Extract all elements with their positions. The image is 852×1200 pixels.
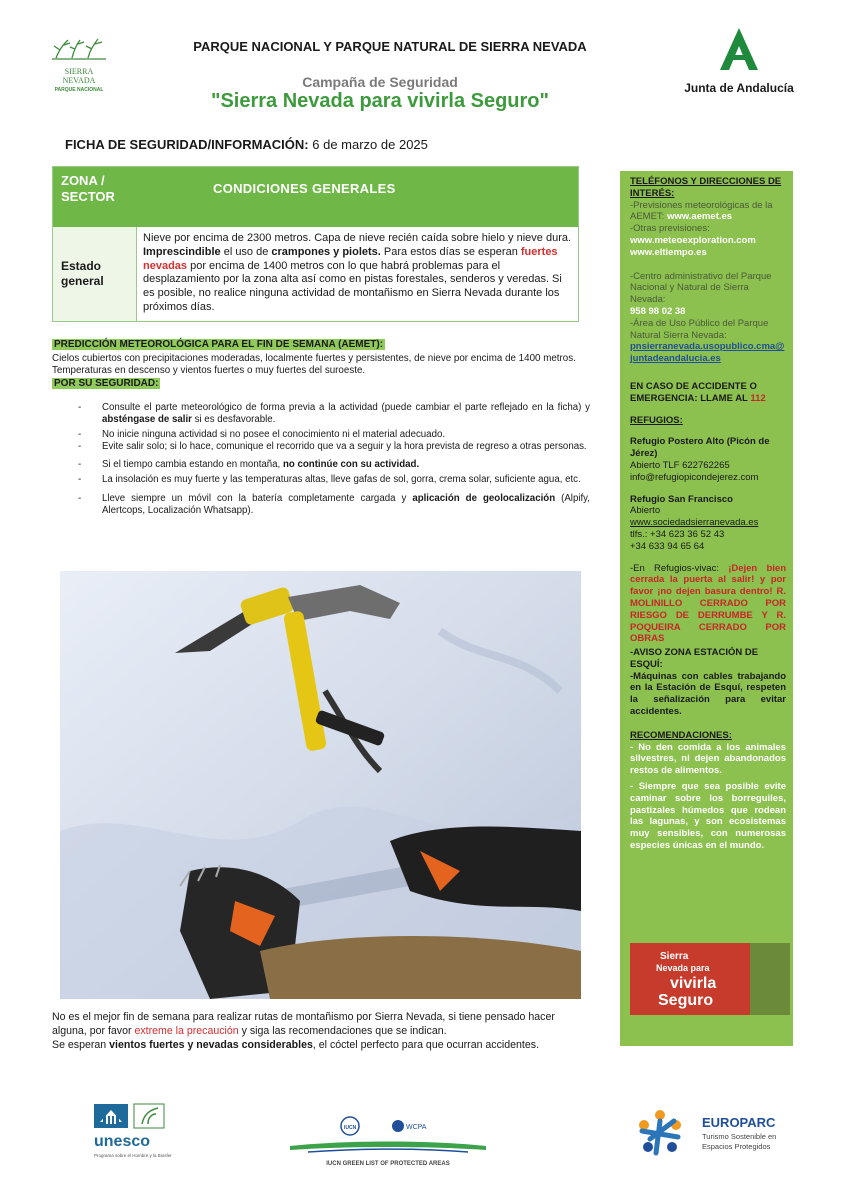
spacer bbox=[630, 365, 786, 381]
park-title: PARQUE NACIONAL Y PARQUE NATURAL DE SIERRA NEVADA bbox=[193, 39, 587, 54]
zona-line-2: SECTOR bbox=[61, 189, 115, 204]
ref1-status: Abierto TLF 622762265 bbox=[630, 459, 730, 471]
ice-axe-photo bbox=[60, 571, 581, 999]
prediction-text: Cielos cubiertos con precipitaciones moderadas, localmente fuertes y persistentes, de nieve por encima de 1400 metros. Temperaturas en descenso y vientos fuertes o muy fuertes del suroeste. bbox=[52, 353, 576, 376]
centro-label: -Centro administrativo del Parque Nacional y Natural de Sierra Nevada: bbox=[630, 270, 772, 306]
centro-phone: 958 98 02 38 bbox=[630, 305, 686, 317]
list-item bbox=[78, 493, 590, 517]
europarc-logo bbox=[630, 1105, 800, 1165]
tip1-end: si es desfavorable. bbox=[191, 414, 276, 425]
promo-text-2: Nevada para bbox=[656, 963, 710, 973]
ficha-label: FICHA DE SEGURIDAD/INFORMACIÓN: bbox=[65, 137, 309, 152]
contacts-title: TELÉFONOS Y DIRECCIONES DE INTERÉS: bbox=[630, 176, 782, 199]
spacer bbox=[630, 405, 786, 415]
slogan: "Sierra Nevada para vivirla Seguro" bbox=[210, 90, 550, 112]
conditions-text bbox=[143, 232, 573, 315]
iucn-text: IUCN bbox=[344, 1125, 357, 1131]
tip3-text: Evite salir solo; si lo hace, comunique el recorrido que va a seguir y la hora prevista de regreso a otras personas. bbox=[102, 441, 587, 452]
bottom-extreme: extreme la precaución bbox=[134, 1025, 239, 1037]
rec1-text: - No den comida a los animales silvestres, ni dejen abandonados restos de alimentos. bbox=[630, 741, 786, 777]
tip2-text: No inicie ninguna actividad si no posee el conocimiento ni el material adecuado. bbox=[102, 429, 446, 440]
condiciones-generales-label: CONDICIONES GENERALES bbox=[213, 181, 396, 196]
cond-text-7: por encima de 1400 metros con lo que habrá problemas para el desplazamiento por la zona alta así como en pistas forestales, senderos y veredas. Si es posible, no realice ninguna actividad de montañismo en Sierra Nevada durante los próximos días. bbox=[143, 259, 562, 313]
ref1-email[interactable]: info@refugiopicondejerez.com bbox=[630, 471, 759, 483]
zona-sector-label bbox=[61, 173, 115, 205]
zona-line-1: ZONA / bbox=[61, 173, 105, 188]
tip6-bold: aplicación de geolocalización bbox=[412, 493, 556, 504]
spacer bbox=[630, 259, 786, 271]
meteo-link[interactable]: www.meteoexploration.com bbox=[630, 234, 756, 246]
tip1-text: Consulte el parte meteorológico de forma previa a la actividad (puede cambiar el parte reflejado en la ficha) y bbox=[102, 402, 590, 413]
iucn-green-list-logo bbox=[288, 1112, 488, 1172]
promo-graphic bbox=[630, 943, 790, 1015]
spacer bbox=[630, 484, 786, 494]
aviso-text: -Máquinas con cables trabajando en la Estación de Esquí, respeten la señalización para evitar accidentes. bbox=[630, 670, 786, 718]
unesco-logo bbox=[92, 1102, 172, 1164]
recomendaciones-title: RECOMENDACIONES: bbox=[630, 729, 732, 741]
europarc-text: EUROPARC bbox=[702, 1115, 776, 1130]
junta-name: Junta de Andalucía bbox=[684, 81, 794, 95]
wcpa-text: WCPA bbox=[406, 1124, 427, 1131]
junta-logo bbox=[676, 26, 802, 96]
europarc-subtext-1: Turismo Sostenible en bbox=[702, 1132, 777, 1141]
list-item bbox=[78, 429, 590, 441]
info-sidebar bbox=[620, 171, 793, 1046]
ref2-status: Abierto bbox=[630, 505, 661, 517]
promo-text-3: vivirla bbox=[670, 975, 717, 992]
prediction-title: PREDICCIÓN METEOROLÓGICA PARA EL FIN DE SEMANA (AEMET): bbox=[54, 339, 384, 350]
cond-imprescindible: Imprescindible bbox=[143, 245, 221, 258]
promo-text-1: Sierra bbox=[660, 951, 689, 962]
cond-text-5: Para estos días se esperan bbox=[380, 245, 521, 258]
cond-fuertes-nevadas: fuertes nevadas bbox=[143, 245, 558, 272]
rec2-text: - Siempre que sea posible evite caminar sobre los borreguiles, pastizales húmedos que rodean las lagunas, y son ecosistemas muy sensibles, con numerosas especies únicas en el mundo. bbox=[630, 781, 786, 852]
europarc-subtext-2: Espacios Protegidos bbox=[702, 1142, 771, 1151]
tip6-end: (Alpify, Alertcops, Localización Whatsapp). bbox=[102, 493, 591, 516]
area-label: -Área de Uso Público del Parque Natural Sierra Nevada: bbox=[630, 317, 769, 341]
unesco-subtext: Programa sobre el Hombre y la Biosfera bbox=[94, 1153, 172, 1158]
security-title: POR SU SEGURIDAD: bbox=[54, 378, 159, 389]
refugios-title: REFUGIOS: bbox=[630, 414, 683, 426]
estado-general-label bbox=[53, 227, 137, 321]
list-item bbox=[78, 402, 590, 426]
bottom-text-1: No es el mejor fin de semana para realizar rutas de montañismo por Sierra Nevada, si tiene pensado hacer alguna, por favor bbox=[52, 1011, 555, 1037]
emergency-text bbox=[630, 381, 786, 405]
estado-line-1: Estado bbox=[61, 259, 102, 273]
bottom-text-4: Se esperan bbox=[52, 1039, 110, 1051]
sierra-nevada-logo bbox=[50, 36, 108, 98]
aemet-line bbox=[630, 200, 786, 224]
unesco-emblem bbox=[92, 1102, 172, 1164]
campaign-promo-image bbox=[630, 943, 790, 1015]
tip5-text: La insolación es muy fuerte y las temperaturas altas, lleve gafas de sol, gorra, crema solar, suficiente agua, etc. bbox=[102, 474, 581, 485]
emergency-label: EN CASO DE ACCIDENTE O EMERGENCIA: LLAME AL bbox=[630, 380, 757, 404]
logo-text-2: NEVADA bbox=[62, 76, 96, 85]
list-item bbox=[78, 459, 590, 471]
aemet-label: -Previsiones meteorológicas de la AEMET: bbox=[630, 199, 773, 223]
europarc-emblem bbox=[630, 1105, 800, 1165]
emergency-number: 112 bbox=[750, 392, 766, 404]
bottom-warning-text bbox=[52, 1010, 592, 1052]
trees-icon bbox=[50, 36, 108, 62]
vivac-label: -En Refugios-vivac: bbox=[630, 562, 729, 574]
bottom-text-3: y siga las recomendaciones que se indican. bbox=[238, 1025, 447, 1037]
snow-ice-axe-image bbox=[60, 571, 581, 999]
spacer bbox=[630, 553, 786, 563]
spacer bbox=[630, 718, 786, 730]
junta-a-icon bbox=[716, 26, 762, 72]
tip4-text: Si el tiempo cambia estando en montaña, bbox=[102, 459, 283, 470]
spacer bbox=[630, 426, 786, 436]
vivac-text bbox=[630, 563, 786, 646]
aviso-title: -AVISO ZONA ESTACIÓN DE ESQUÍ: bbox=[630, 647, 759, 670]
bottom-text-6: , el cóctel perfecto para que ocurran accidentes. bbox=[312, 1039, 540, 1051]
list-item bbox=[78, 474, 590, 486]
tip4-bold: no continúe con su actividad. bbox=[282, 459, 420, 470]
eltiempo-link[interactable]: www.eltiempo.es bbox=[630, 246, 707, 258]
greenlist-text: IUCN GREEN LIST OF PROTECTED AREAS bbox=[326, 1161, 450, 1167]
unesco-text: unesco bbox=[94, 1133, 151, 1150]
logo-text-1: SIERRA bbox=[64, 67, 94, 76]
conditions-row bbox=[53, 227, 578, 321]
ficha-date: 6 de marzo de 2025 bbox=[312, 137, 428, 152]
conditions-header bbox=[53, 167, 578, 227]
conditions-table bbox=[52, 166, 579, 322]
tip1-bold: absténgase de salir bbox=[102, 414, 192, 425]
cond-crampones: crampones y piolets. bbox=[271, 245, 381, 258]
vivac-warning: ¡Dejen bien cerrada la puerta al salir! y por favor ¡no dejen basura dentro! R. MOLINILLO CERRADO POR RIESGO DE DERRUMBE Y R. POQUEIRA CERRADO POR OBRAS bbox=[630, 562, 786, 645]
estado-line-2: general bbox=[61, 274, 104, 288]
tip6-text: Lleve siempre un móvil con la batería completamente cargada y bbox=[102, 493, 413, 504]
ref1-name: Refugio Postero Alto (Picón de Jérez) bbox=[630, 436, 770, 460]
logo-text-3: PARQUE NACIONAL bbox=[54, 87, 104, 93]
area-email-link[interactable]: pnsierranevada.usopublico.cma@juntadeandalucia.es bbox=[630, 341, 785, 365]
safety-tips-list bbox=[78, 402, 590, 520]
bottom-vientos: vientos fuertes y nevadas considerables bbox=[109, 1039, 313, 1051]
ref2-name: Refugio San Francisco bbox=[630, 493, 733, 505]
ref2-tel1: tlfs.: +34 623 36 52 43 bbox=[630, 528, 725, 540]
ficha-line bbox=[65, 137, 428, 152]
campaign-title: Campaña de Seguridad bbox=[302, 74, 458, 90]
ref2-tel2: +34 633 94 65 64 bbox=[630, 540, 705, 552]
aemet-link[interactable]: www.aemet.es bbox=[666, 211, 733, 223]
list-item bbox=[78, 441, 590, 453]
ref2-web-link[interactable]: www.sociedadsierranevada.es bbox=[630, 517, 759, 529]
cond-text-3: el uso de bbox=[220, 245, 272, 258]
other-label: -Otras previsiones: bbox=[630, 223, 710, 235]
cond-text-1: Nieve por encima de 2300 metros. Capa de nieve recién caída sobre hielo y nieve dura. bbox=[143, 232, 572, 244]
promo-text-4: Seguro bbox=[658, 992, 714, 1009]
iucn-emblem bbox=[288, 1112, 488, 1172]
